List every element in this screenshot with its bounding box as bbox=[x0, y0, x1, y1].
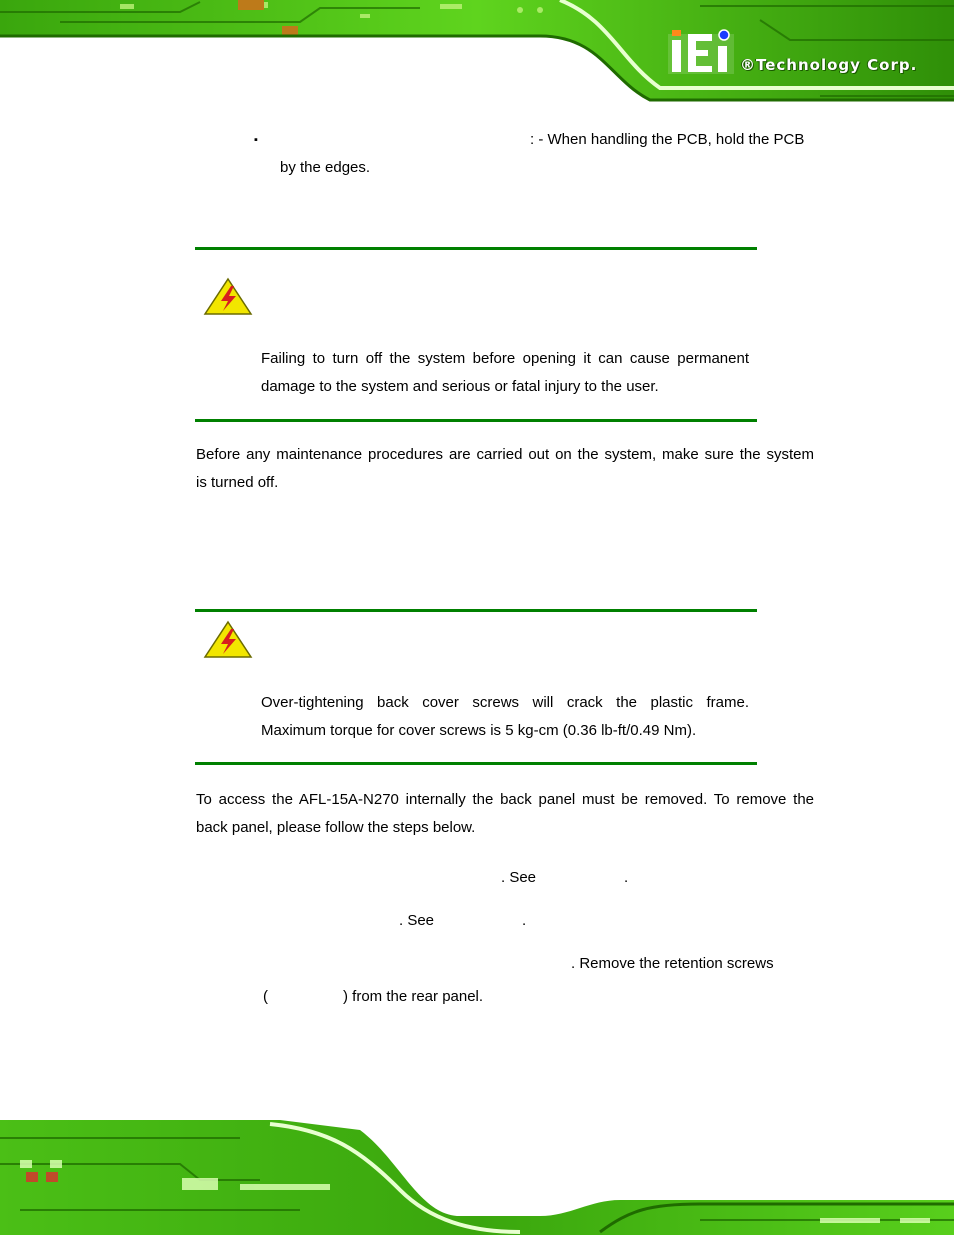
warning2-top-rule bbox=[195, 609, 757, 612]
step1-see: . See bbox=[501, 869, 537, 886]
warning1-text-line1: Failing to turn off the system before opening it can cause permanent bbox=[261, 350, 749, 367]
warning1-top-rule bbox=[195, 247, 757, 250]
warning-icon bbox=[203, 277, 253, 316]
page-header bbox=[0, 0, 954, 112]
bullet-text-line2: by the edges. bbox=[280, 159, 371, 176]
warning1-text-line2: damage to the system and serious or fatal injury to the user. bbox=[261, 378, 659, 395]
warning2-bottom-rule bbox=[195, 762, 757, 765]
bullet-text-line1: : - When handling the PCB, hold the PCB bbox=[530, 131, 805, 148]
brand-name: ®Technology Corp. bbox=[740, 56, 918, 74]
warning2-text-line2: Maximum torque for cover screws is 5 kg-cm (0.36 lb-ft/0.49 Nm). bbox=[261, 722, 697, 739]
warning1-bottom-rule bbox=[195, 419, 757, 422]
para1-line2: is turned off. bbox=[196, 474, 279, 491]
step1-end: . bbox=[624, 869, 629, 886]
para2-line2: back panel, please follow the steps below. bbox=[196, 819, 476, 836]
warning-icon bbox=[203, 620, 253, 659]
para1-line1: Before any maintenance procedures are carried out on the system, make sure the system bbox=[196, 446, 814, 463]
bullet-marker: ▪ bbox=[254, 134, 258, 146]
step2-see: . See bbox=[399, 912, 435, 929]
step3-tail: ) from the rear panel. bbox=[343, 988, 484, 1005]
iei-logo-icon bbox=[668, 30, 734, 74]
warning2-text-line1: Over-tightening back cover screws will crack the plastic frame. bbox=[261, 694, 749, 711]
step3-text: . Remove the retention screws bbox=[571, 955, 774, 972]
page-footer bbox=[0, 1120, 954, 1235]
pcb-footer-art bbox=[0, 1120, 954, 1235]
step2-end: . bbox=[522, 912, 527, 929]
step3-paren-open: ( bbox=[263, 988, 268, 1005]
para2-line1: To access the AFL-15A-N270 internally the back panel must be removed. To remove the bbox=[196, 791, 814, 808]
